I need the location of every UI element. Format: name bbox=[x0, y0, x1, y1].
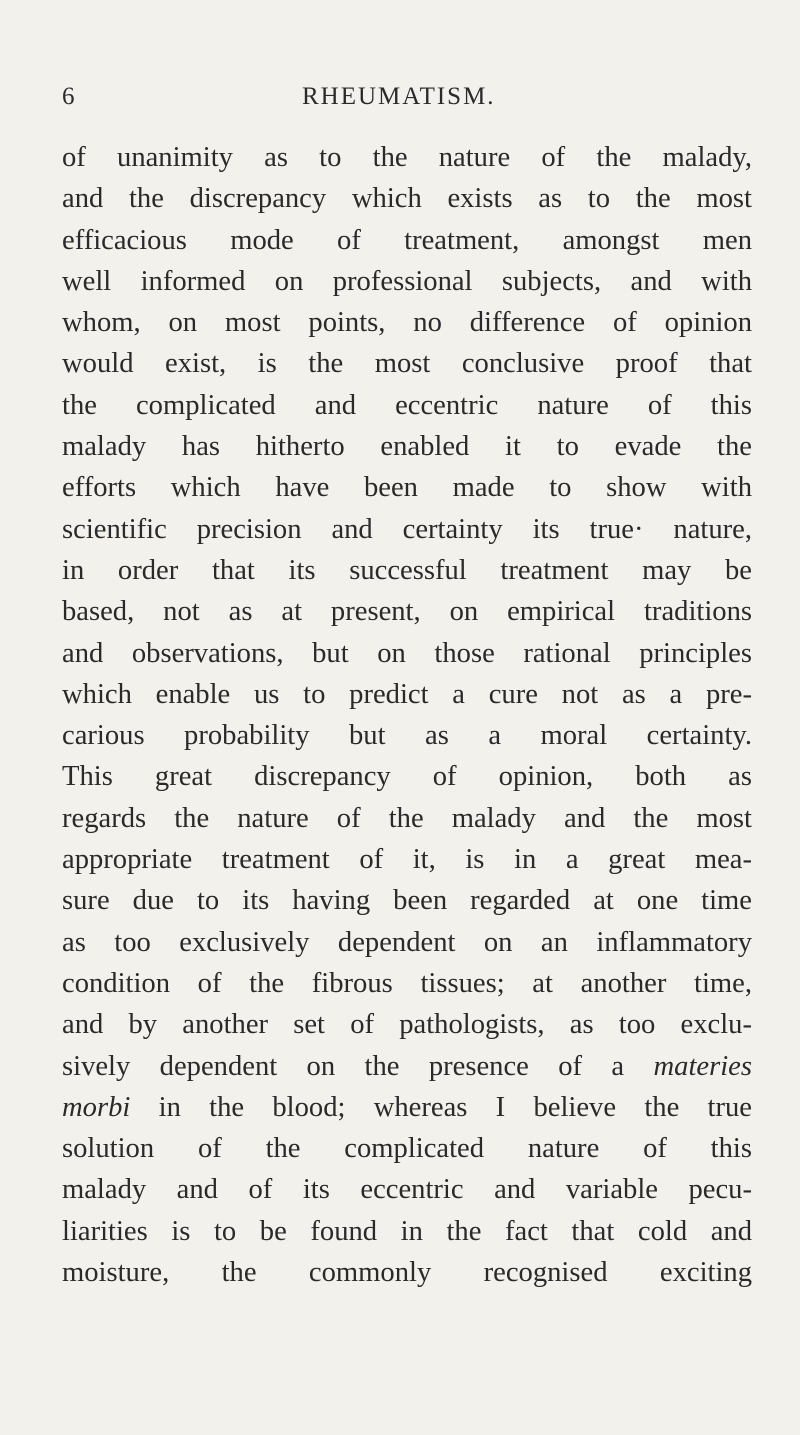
text-line: This great discrepancy of opinion, both as bbox=[62, 761, 752, 793]
text-line: appropriate treatment of it, is in a great mea- bbox=[62, 844, 752, 876]
text-line-segment: in the blood; whereas I believe the true bbox=[158, 1091, 752, 1123]
text-line: liarities is to be found in the fact that cold and bbox=[62, 1215, 752, 1247]
running-title: RHEUMATISM. bbox=[302, 83, 496, 110]
text-line: the complicated and eccentric nature of this bbox=[62, 389, 752, 421]
text-line: and observations, but on those rational principles bbox=[62, 637, 752, 669]
text-line: solution of the complicated nature of this bbox=[62, 1133, 752, 1165]
running-head bbox=[62, 83, 752, 113]
text-line: would exist, is the most conclusive proof that bbox=[62, 348, 752, 380]
text-line: which enable us to predict a cure not as a pre- bbox=[62, 678, 752, 710]
body-text bbox=[62, 137, 752, 1293]
text-line: efficacious mode of treatment, amongst men bbox=[62, 224, 752, 256]
text-line: moisture, the commonly recognised exciting bbox=[62, 1257, 752, 1289]
text-line-with-italic bbox=[62, 1087, 752, 1128]
text-line: malady and of its eccentric and variable pecu- bbox=[62, 1174, 752, 1206]
text-line-segment: sively dependent on the presence of a bbox=[62, 1050, 625, 1082]
text-line-with-italic bbox=[62, 1046, 752, 1087]
text-line: scientific precision and certainty its true· nature, bbox=[62, 513, 752, 545]
text-line: and by another set of pathologists, as too exclu- bbox=[62, 1009, 752, 1041]
text-line: efforts which have been made to show with bbox=[62, 472, 752, 504]
text-line: well informed on professional subjects, and with bbox=[62, 265, 752, 297]
text-line: regards the nature of the malady and the most bbox=[62, 802, 752, 834]
text-line: in order that its successful treatment may be bbox=[62, 554, 752, 586]
italic-phrase: materies bbox=[653, 1050, 752, 1082]
text-line: of unanimity as to the nature of the malady, bbox=[62, 142, 752, 173]
page-number: 6 bbox=[62, 83, 76, 110]
text-line: sure due to its having been regarded at one time bbox=[62, 885, 752, 917]
text-line: based, not as at present, on empirical traditions bbox=[62, 596, 752, 628]
text-line: carious probability but as a moral certainty. bbox=[62, 720, 752, 752]
text-line: and the discrepancy which exists as to the most bbox=[62, 183, 752, 215]
text-line: malady has hitherto enabled it to evade the bbox=[62, 431, 752, 463]
text-line: whom, on most points, no difference of opinion bbox=[62, 307, 752, 339]
text-line: as too exclusively dependent on an inflammatory bbox=[62, 926, 752, 958]
text-line: condition of the fibrous tissues; at another time, bbox=[62, 967, 752, 999]
italic-phrase: morbi bbox=[62, 1091, 131, 1123]
